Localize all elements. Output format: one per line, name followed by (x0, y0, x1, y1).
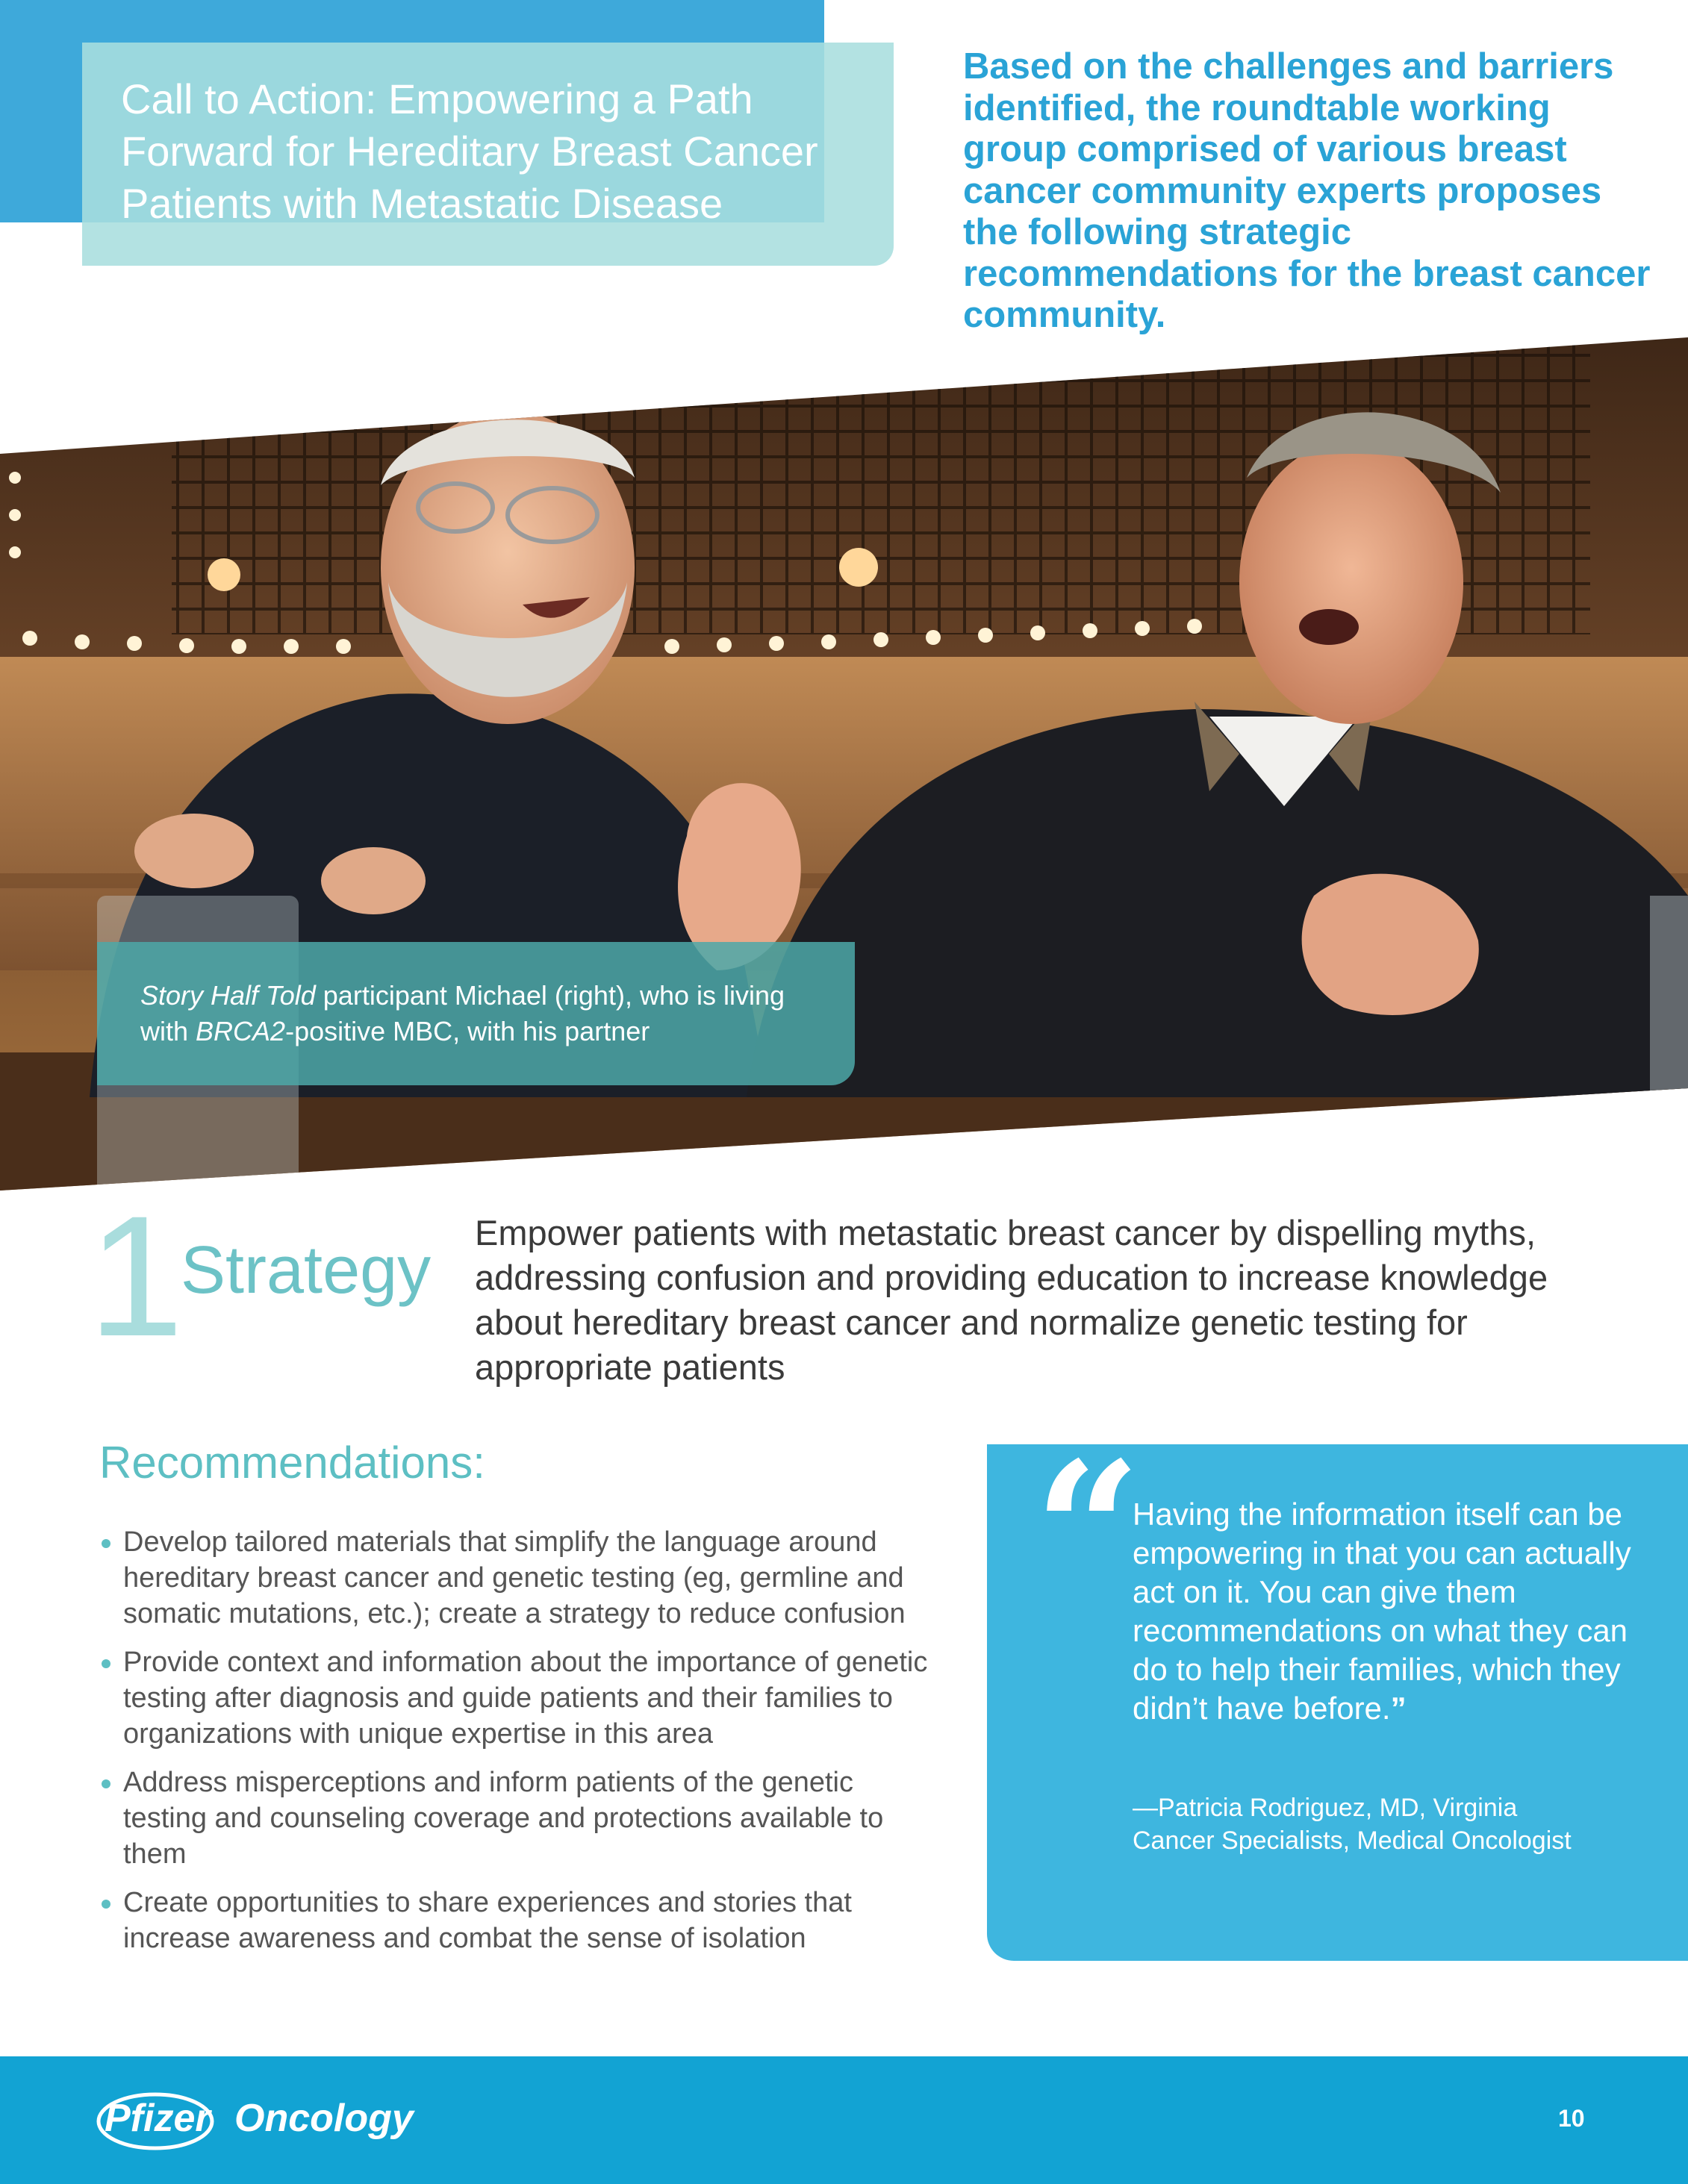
photo-caption (140, 978, 827, 1049)
caption-text-part: participant Michael (right), who is living with (140, 980, 785, 1046)
recommendations-list (99, 1524, 928, 1969)
recommendation-item: Address misperceptions and inform patients of the genetic testing and counseling coverage and protections available to them (99, 1765, 928, 1872)
quote-attribution: —Patricia Rodriguez, MD, Virginia Cancer Specialists, Medical Oncologist (1133, 1794, 1572, 1855)
caption-story-title: Story Half Told (140, 980, 316, 1011)
open-quote-icon: “ (1034, 1420, 1142, 1640)
intro-paragraph: Based on the challenges and barriers identified, the roundtable working group comprised of various breast cancer community experts proposes the following strategic recommendations for the breast cancer community. (963, 46, 1651, 335)
quote-text (1133, 1495, 1670, 1728)
page-title: Call to Action: Empowering a Path Forward for Hereditary Breast Cancer Patients with Metastatic Disease (121, 75, 818, 227)
close-quote-icon: ” (1390, 1691, 1407, 1726)
recommendation-item: Develop tailored materials that simplify the language around hereditary breast cancer and genetic testing (eg, germline and somatic mutations, etc.); create a strategy to reduce confusion (99, 1524, 928, 1632)
caption-gene-name: BRCA2 (196, 1016, 286, 1046)
caption-text-part: -positive MBC, with his partner (285, 1016, 650, 1046)
recommendation-item: Provide context and information about the importance of genetic testing after diagnosis and guide patients and their families to organizations with unique expertise in this area (99, 1644, 928, 1752)
strategy-number: 1 (88, 1180, 184, 1372)
page-number: 10 (1558, 2105, 1585, 2132)
recommendation-item: Create opportunities to share experiences and stories that increase awareness and combat the sense of isolation (99, 1885, 928, 1956)
brand-name: Pfizer (105, 2097, 211, 2140)
quote-body: Having the information itself can be empowering in that you can actually act on it. You can give them recommendations on what they can do to help their families, which they didn’t have before. (1133, 1497, 1631, 1726)
brand-division: Oncology (234, 2097, 414, 2140)
recommendations-heading: Recommendations: (99, 1438, 485, 1488)
strategy-label: Strategy (181, 1233, 432, 1308)
strategy-description: Empower patients with metastatic breast cancer by dispelling myths, addressing confusion and providing education to increase knowledge about hereditary breast cancer and normalize genetic testing for appropriate patients (475, 1213, 1548, 1387)
